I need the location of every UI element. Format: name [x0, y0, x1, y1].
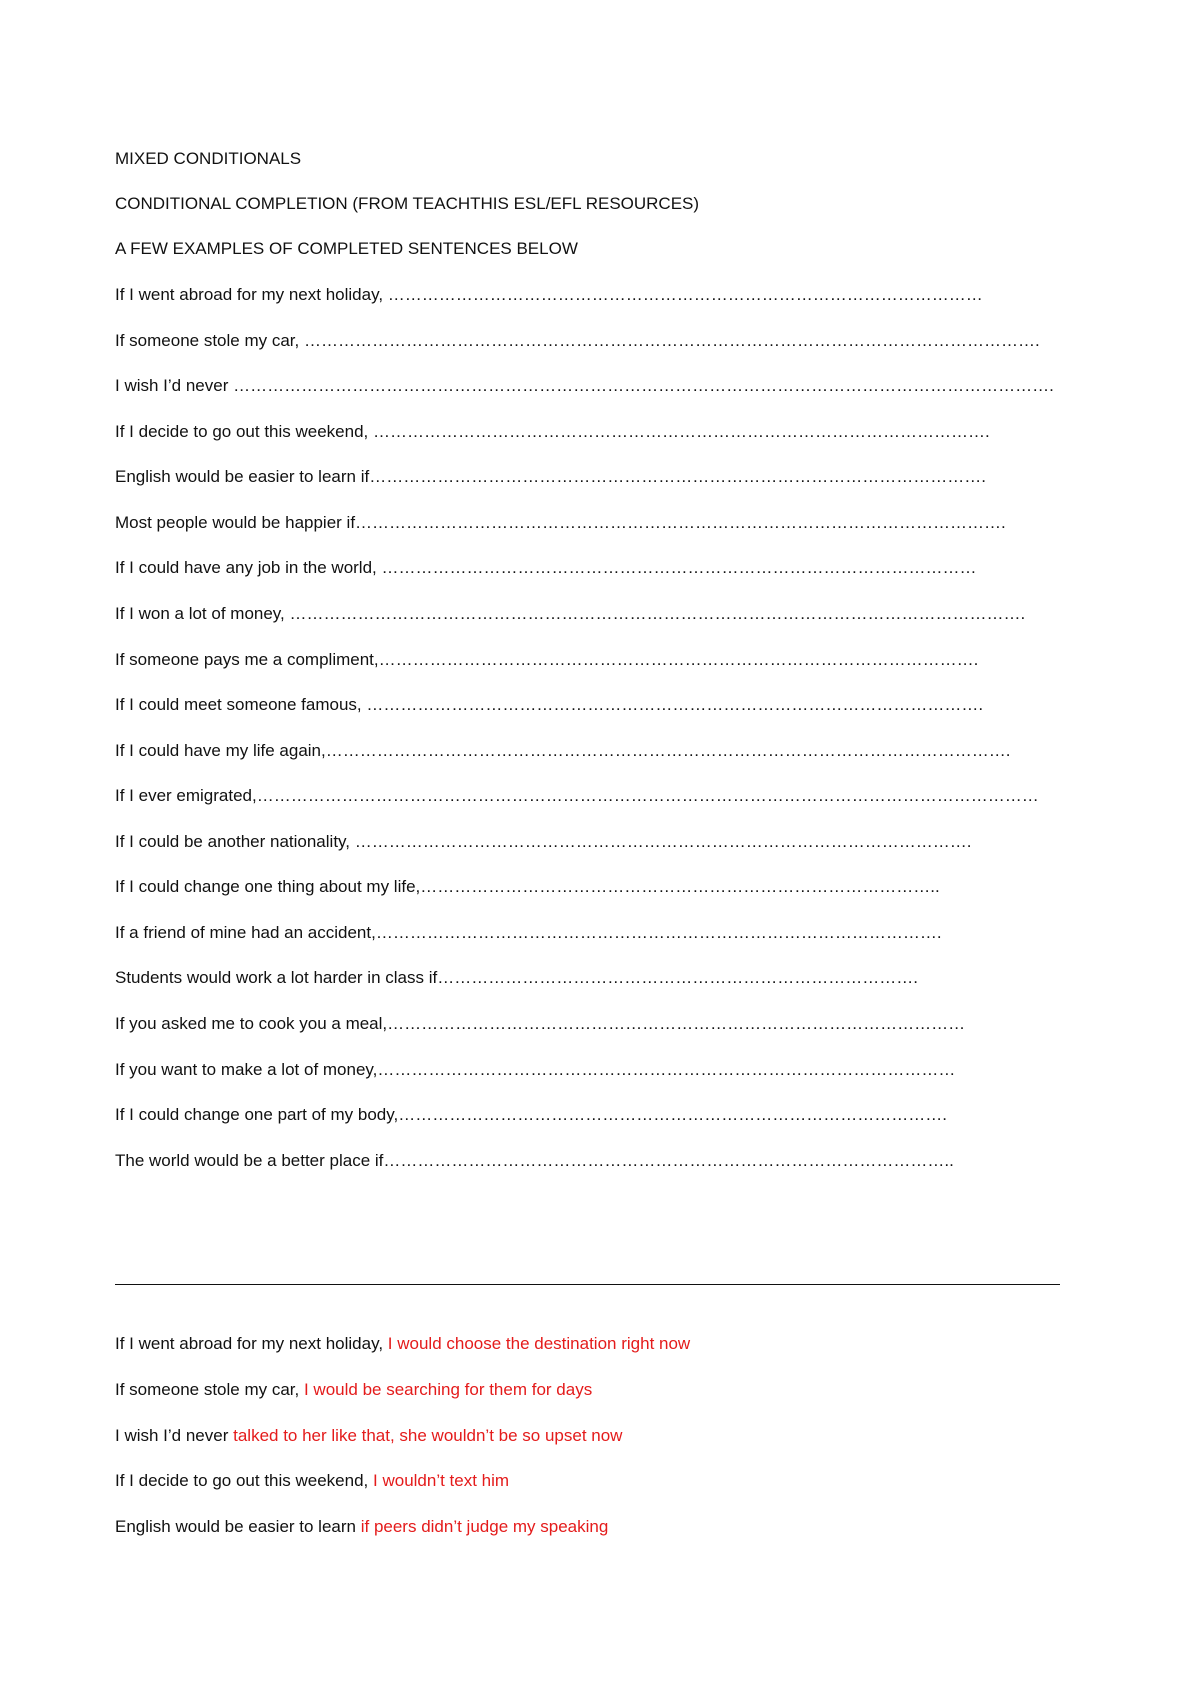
- example-stem: If someone stole my car,: [115, 1380, 300, 1399]
- prompt-line: If I could have any job in the world, ……………………………………………………………………………………………: [115, 558, 977, 577]
- example-line: [115, 1333, 690, 1355]
- prompt-line: If I could change one thing about my life,………………………………………………………………………………..: [115, 877, 940, 896]
- prompt-line: If you want to make a lot of money,…………………………………………………………………………………………: [115, 1060, 956, 1079]
- example-stem: If I decide to go out this weekend,: [115, 1471, 369, 1490]
- example-answer: I would be searching for them for days: [303, 1380, 593, 1399]
- doc-subtitle: CONDITIONAL COMPLETION (FROM TEACHTHIS ESL/EFL RESOURCES): [115, 194, 700, 213]
- prompt-line: If someone stole my car, ………………………………………………………………………………………………………………….: [115, 331, 1040, 350]
- prompt-line: If you asked me to cook you a meal,…………………………………………………………………………………………: [115, 1014, 966, 1033]
- example-line: [115, 1425, 622, 1447]
- doc-instruction: A FEW EXAMPLES OF COMPLETED SENTENCES BELOW: [115, 239, 578, 258]
- example-line: [115, 1379, 592, 1401]
- prompt-line: If I could be another nationality, ……………………………………………………………………………………………….: [115, 832, 972, 851]
- prompt-line: Most people would be happier if…………………………………………………………………………………………………….: [115, 513, 1006, 532]
- prompt-line: English would be easier to learn if……………………………………………………………………………………………….: [115, 467, 986, 486]
- example-line: [115, 1516, 608, 1538]
- example-stem: English would be easier to learn: [115, 1517, 356, 1536]
- prompt-line: If I went abroad for my next holiday, ……………………………………………………………………………………………: [115, 285, 983, 304]
- example-stem: I wish I’d never: [115, 1426, 234, 1445]
- example-answer: if peers didn’t judge my speaking: [360, 1517, 609, 1536]
- prompt-line: If I could have my life again,………………………………………………………………………………………………………….: [115, 741, 1011, 760]
- prompt-line: If I won a lot of money, ………………………………………………………………………………………………………………….: [115, 604, 1026, 623]
- prompt-line: Students would work a lot harder in class if………………………………………………………………………….: [115, 968, 918, 987]
- prompt-line: The world would be a better place if………………………………………………………………………………………..: [115, 1151, 954, 1170]
- example-answer: I would choose the destination right now: [387, 1334, 691, 1353]
- prompt-line: I wish I’d never ……………………………………………………………………………………………………………………………….: [115, 376, 1054, 395]
- prompt-line: If a friend of mine had an accident,……………………………………………………………………………………….: [115, 923, 942, 942]
- doc-title: MIXED CONDITIONALS: [115, 149, 302, 168]
- example-stem: If I went abroad for my next holiday,: [115, 1334, 384, 1353]
- example-answer: I wouldn’t text him: [373, 1471, 510, 1490]
- section-divider: [115, 1284, 1060, 1285]
- prompt-line: If someone pays me a compliment,…………………………………………………………………………………………….: [115, 650, 979, 669]
- example-answer: talked to her like that, she wouldn’t be so upset now: [233, 1426, 623, 1445]
- example-line: [115, 1470, 509, 1492]
- prompt-line: If I could change one part of my body,…………………………………………………………………………………….: [115, 1105, 947, 1124]
- prompt-line: If I decide to go out this weekend, ……………………………………………………………………………………………….: [115, 422, 990, 441]
- prompt-line: If I ever emigrated,…………………………………………………………………………………………………………………………: [115, 786, 1039, 805]
- prompt-line: If I could meet someone famous, ……………………………………………………………………………………………….: [115, 695, 984, 714]
